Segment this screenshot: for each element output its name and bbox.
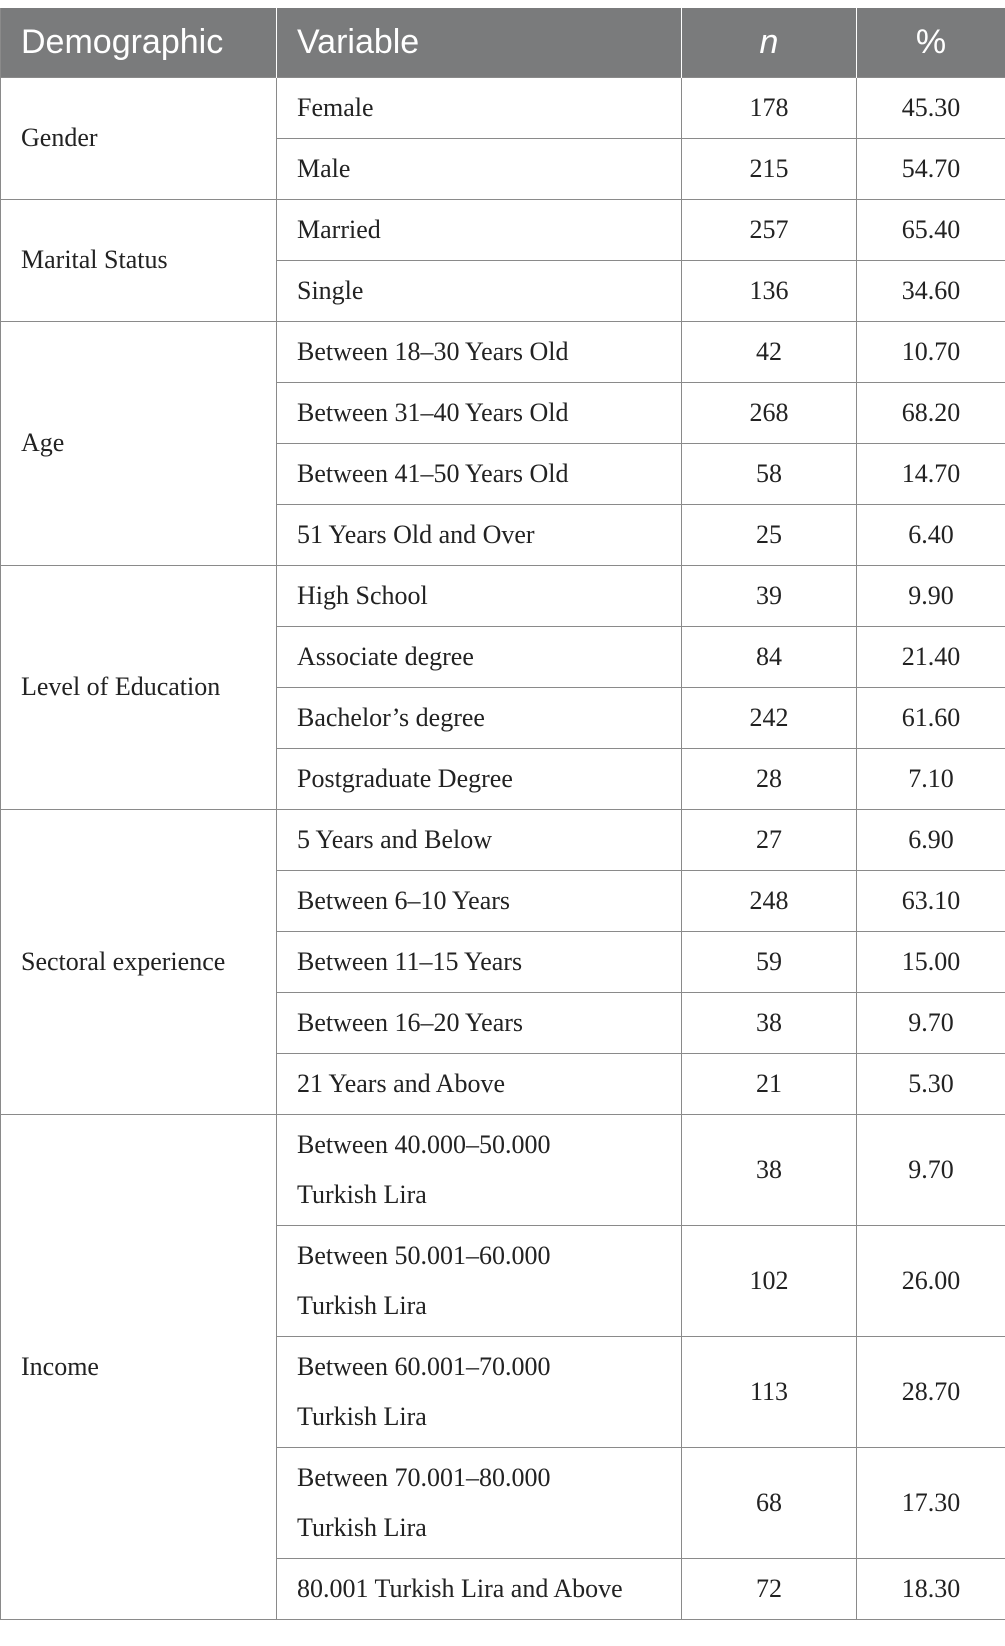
variable-cell: Between 31–40 Years Old — [277, 382, 682, 443]
n-cell: 38 — [682, 992, 857, 1053]
n-cell: 215 — [682, 138, 857, 199]
percent-cell: 68.20 — [857, 382, 1005, 443]
n-cell: 84 — [682, 626, 857, 687]
variable-cell: Married — [277, 199, 682, 260]
n-cell: 113 — [682, 1336, 857, 1447]
variable-cell: Female — [277, 77, 682, 138]
variable-cell: Between 18–30 Years Old — [277, 321, 682, 382]
percent-cell: 28.70 — [857, 1336, 1005, 1447]
n-cell: 257 — [682, 199, 857, 260]
variable-cell: Single — [277, 260, 682, 321]
percent-cell: 65.40 — [857, 199, 1005, 260]
n-cell: 28 — [682, 748, 857, 809]
variable-cell: Male — [277, 138, 682, 199]
header-row — [1, 8, 1005, 77]
demographic-group-cell: Age — [1, 321, 277, 565]
table-row — [1, 809, 1005, 870]
n-cell: 38 — [682, 1114, 857, 1225]
header-n: n — [682, 8, 857, 77]
table-row — [1, 199, 1005, 260]
header-variable: Variable — [277, 8, 682, 77]
percent-cell: 9.70 — [857, 1114, 1005, 1225]
percent-cell: 45.30 — [857, 77, 1005, 138]
n-cell: 27 — [682, 809, 857, 870]
percent-cell: 15.00 — [857, 931, 1005, 992]
percent-cell: 5.30 — [857, 1053, 1005, 1114]
variable-cell: Between 11–15 Years — [277, 931, 682, 992]
percent-cell: 21.40 — [857, 626, 1005, 687]
n-cell: 102 — [682, 1225, 857, 1336]
percent-cell: 34.60 — [857, 260, 1005, 321]
percent-cell: 26.00 — [857, 1225, 1005, 1336]
table-row — [1, 321, 1005, 382]
percent-cell: 18.30 — [857, 1558, 1005, 1619]
n-cell: 136 — [682, 260, 857, 321]
table-row — [1, 1114, 1005, 1225]
table-body — [1, 77, 1005, 1619]
n-cell: 42 — [682, 321, 857, 382]
variable-cell: 51 Years Old and Over — [277, 504, 682, 565]
demographics-table — [0, 8, 1005, 1620]
variable-cell: Between 60.001–70.000 Turkish Lira — [277, 1336, 682, 1447]
n-cell: 248 — [682, 870, 857, 931]
n-cell: 58 — [682, 443, 857, 504]
variable-cell: High School — [277, 565, 682, 626]
percent-cell: 7.10 — [857, 748, 1005, 809]
percent-cell: 6.90 — [857, 809, 1005, 870]
variable-cell: Between 16–20 Years — [277, 992, 682, 1053]
percent-cell: 17.30 — [857, 1447, 1005, 1558]
variable-cell: Postgraduate Degree — [277, 748, 682, 809]
percent-cell: 9.90 — [857, 565, 1005, 626]
table-row — [1, 77, 1005, 138]
n-cell: 178 — [682, 77, 857, 138]
n-cell: 59 — [682, 931, 857, 992]
demographic-group-cell: Marital Status — [1, 199, 277, 321]
n-cell: 21 — [682, 1053, 857, 1114]
variable-cell: Bachelor’s degree — [277, 687, 682, 748]
variable-cell: Between 70.001–80.000 Turkish Lira — [277, 1447, 682, 1558]
percent-cell: 10.70 — [857, 321, 1005, 382]
table-row — [1, 565, 1005, 626]
header-percent: % — [857, 8, 1005, 77]
n-cell: 39 — [682, 565, 857, 626]
percent-cell: 61.60 — [857, 687, 1005, 748]
percent-cell: 14.70 — [857, 443, 1005, 504]
percent-cell: 9.70 — [857, 992, 1005, 1053]
n-cell: 25 — [682, 504, 857, 565]
n-cell: 268 — [682, 382, 857, 443]
variable-cell: Between 40.000–50.000 Turkish Lira — [277, 1114, 682, 1225]
variable-cell: Between 41–50 Years Old — [277, 443, 682, 504]
variable-cell: 80.001 Turkish Lira and Above — [277, 1558, 682, 1619]
demographic-group-cell: Income — [1, 1114, 277, 1619]
variable-cell: Between 50.001–60.000 Turkish Lira — [277, 1225, 682, 1336]
demographic-group-cell: Gender — [1, 77, 277, 199]
percent-cell: 54.70 — [857, 138, 1005, 199]
header-demographic: Demographic — [1, 8, 277, 77]
percent-cell: 6.40 — [857, 504, 1005, 565]
demographic-group-cell: Level of Education — [1, 565, 277, 809]
n-cell: 72 — [682, 1558, 857, 1619]
demographic-group-cell: Sectoral experience — [1, 809, 277, 1114]
percent-cell: 63.10 — [857, 870, 1005, 931]
variable-cell: 5 Years and Below — [277, 809, 682, 870]
variable-cell: 21 Years and Above — [277, 1053, 682, 1114]
n-cell: 242 — [682, 687, 857, 748]
table-header — [1, 8, 1005, 77]
variable-cell: Associate degree — [277, 626, 682, 687]
variable-cell: Between 6–10 Years — [277, 870, 682, 931]
n-cell: 68 — [682, 1447, 857, 1558]
